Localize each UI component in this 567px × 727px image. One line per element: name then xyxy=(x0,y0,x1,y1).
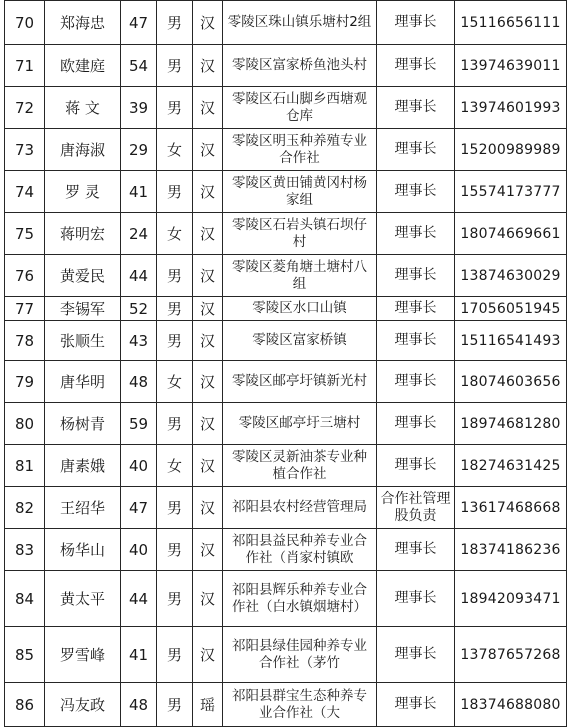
table-row xyxy=(5,255,567,297)
member-ethnicity: 汉 xyxy=(193,87,223,129)
member-phone: 18942093471 xyxy=(455,571,567,627)
member-age: 44 xyxy=(121,571,157,627)
member-position: 理事长 xyxy=(377,321,455,361)
member-address: 零陵区石山脚乡西塘观仓库 xyxy=(223,87,377,129)
member-phone: 18974681280 xyxy=(455,403,567,445)
member-position: 理事长 xyxy=(377,403,455,445)
member-age: 40 xyxy=(121,445,157,487)
member-ethnicity: 汉 xyxy=(193,529,223,571)
table-row xyxy=(5,129,567,171)
member-address: 零陵区珠山镇乐塘村2组 xyxy=(223,1,377,45)
row-number: 77 xyxy=(5,297,45,321)
table-row xyxy=(5,171,567,213)
member-position: 合作社管理股负责 xyxy=(377,487,455,529)
member-position: 理事长 xyxy=(377,571,455,627)
member-name: 蒋 文 xyxy=(45,87,121,129)
member-age: 40 xyxy=(121,529,157,571)
member-ethnicity: 瑶 xyxy=(193,683,223,727)
row-number: 70 xyxy=(5,1,45,45)
member-gender: 男 xyxy=(157,45,193,87)
member-ethnicity: 汉 xyxy=(193,445,223,487)
row-number: 73 xyxy=(5,129,45,171)
row-number: 79 xyxy=(5,361,45,403)
member-gender: 男 xyxy=(157,571,193,627)
member-name: 罗 灵 xyxy=(45,171,121,213)
row-number: 81 xyxy=(5,445,45,487)
member-phone: 15200989989 xyxy=(455,129,567,171)
member-name: 唐素娥 xyxy=(45,445,121,487)
member-gender: 男 xyxy=(157,683,193,727)
member-address: 零陵区富家桥镇 xyxy=(223,321,377,361)
member-gender: 男 xyxy=(157,171,193,213)
member-age: 59 xyxy=(121,403,157,445)
table-row xyxy=(5,361,567,403)
table-row xyxy=(5,1,567,45)
member-name: 罗雪峰 xyxy=(45,627,121,683)
row-number: 74 xyxy=(5,171,45,213)
member-ethnicity: 汉 xyxy=(193,571,223,627)
table-body xyxy=(5,1,567,727)
member-name: 王绍华 xyxy=(45,487,121,529)
member-phone: 15116541493 xyxy=(455,321,567,361)
member-age: 39 xyxy=(121,87,157,129)
table-row xyxy=(5,571,567,627)
member-position: 理事长 xyxy=(377,129,455,171)
member-ethnicity: 汉 xyxy=(193,1,223,45)
member-ethnicity: 汉 xyxy=(193,45,223,87)
member-gender: 男 xyxy=(157,255,193,297)
member-ethnicity: 汉 xyxy=(193,129,223,171)
row-number: 82 xyxy=(5,487,45,529)
member-address: 零陵区灵新油茶专业种植合作社 xyxy=(223,445,377,487)
member-age: 52 xyxy=(121,297,157,321)
row-number: 71 xyxy=(5,45,45,87)
member-age: 41 xyxy=(121,627,157,683)
member-address: 祁阳县农村经营管理局 xyxy=(223,487,377,529)
member-address: 祁阳县辉乐种养专业合作社（白水镇烟塘村） xyxy=(223,571,377,627)
member-phone: 13787657268 xyxy=(455,627,567,683)
table-row xyxy=(5,683,567,727)
member-name: 蒋明宏 xyxy=(45,213,121,255)
member-address: 零陵区水口山镇 xyxy=(223,297,377,321)
member-gender: 男 xyxy=(157,87,193,129)
row-number: 85 xyxy=(5,627,45,683)
member-address: 零陵区石岩头镇石坝仔村 xyxy=(223,213,377,255)
row-number: 80 xyxy=(5,403,45,445)
member-address: 零陵区邮亭圩三塘村 xyxy=(223,403,377,445)
member-address: 祁阳县益民种养专业合作社（肖家村镇欧 xyxy=(223,529,377,571)
member-position: 理事长 xyxy=(377,297,455,321)
member-position: 理事长 xyxy=(377,627,455,683)
member-name: 张顺生 xyxy=(45,321,121,361)
member-name: 郑海忠 xyxy=(45,1,121,45)
member-position: 理事长 xyxy=(377,361,455,403)
member-address: 零陵区富家桥鱼池头村 xyxy=(223,45,377,87)
member-position: 理事长 xyxy=(377,683,455,727)
member-position: 理事长 xyxy=(377,1,455,45)
member-gender: 女 xyxy=(157,445,193,487)
member-phone: 15116656111 xyxy=(455,1,567,45)
member-age: 48 xyxy=(121,683,157,727)
member-position: 理事长 xyxy=(377,445,455,487)
member-age: 43 xyxy=(121,321,157,361)
member-name: 杨树青 xyxy=(45,403,121,445)
member-name: 黄太平 xyxy=(45,571,121,627)
member-ethnicity: 汉 xyxy=(193,171,223,213)
member-phone: 18074603656 xyxy=(455,361,567,403)
row-number: 76 xyxy=(5,255,45,297)
member-phone: 13617468668 xyxy=(455,487,567,529)
member-gender: 女 xyxy=(157,129,193,171)
member-name: 李锡军 xyxy=(45,297,121,321)
member-age: 41 xyxy=(121,171,157,213)
table-row xyxy=(5,487,567,529)
member-phone: 18274631425 xyxy=(455,445,567,487)
member-gender: 女 xyxy=(157,213,193,255)
row-number: 75 xyxy=(5,213,45,255)
table-row xyxy=(5,445,567,487)
member-phone: 15574173777 xyxy=(455,171,567,213)
member-age: 47 xyxy=(121,1,157,45)
row-number: 78 xyxy=(5,321,45,361)
member-table xyxy=(4,0,567,727)
member-phone: 17056051945 xyxy=(455,297,567,321)
member-age: 54 xyxy=(121,45,157,87)
member-address: 祁阳县群宝生态种养专业合作社（大 xyxy=(223,683,377,727)
member-gender: 男 xyxy=(157,529,193,571)
member-gender: 男 xyxy=(157,321,193,361)
member-position: 理事长 xyxy=(377,529,455,571)
member-ethnicity: 汉 xyxy=(193,213,223,255)
member-ethnicity: 汉 xyxy=(193,487,223,529)
member-gender: 女 xyxy=(157,361,193,403)
member-address: 零陵区黄田铺黄冈村杨家组 xyxy=(223,171,377,213)
member-phone: 18374186236 xyxy=(455,529,567,571)
member-phone: 13874630029 xyxy=(455,255,567,297)
table-row xyxy=(5,213,567,255)
member-address: 零陵区邮亭圩镇新光村 xyxy=(223,361,377,403)
member-phone: 18074669661 xyxy=(455,213,567,255)
member-phone: 13974601993 xyxy=(455,87,567,129)
row-number: 84 xyxy=(5,571,45,627)
member-ethnicity: 汉 xyxy=(193,361,223,403)
member-name: 黄爱民 xyxy=(45,255,121,297)
row-number: 72 xyxy=(5,87,45,129)
table-row xyxy=(5,45,567,87)
member-name: 杨华山 xyxy=(45,529,121,571)
member-name: 唐海淑 xyxy=(45,129,121,171)
member-age: 24 xyxy=(121,213,157,255)
member-gender: 男 xyxy=(157,627,193,683)
member-ethnicity: 汉 xyxy=(193,255,223,297)
member-ethnicity: 汉 xyxy=(193,297,223,321)
member-address: 零陵区明玉种养殖专业合作社 xyxy=(223,129,377,171)
member-phone: 13974639011 xyxy=(455,45,567,87)
member-position: 理事长 xyxy=(377,171,455,213)
table-row xyxy=(5,627,567,683)
member-age: 29 xyxy=(121,129,157,171)
member-ethnicity: 汉 xyxy=(193,627,223,683)
member-name: 冯友政 xyxy=(45,683,121,727)
member-name: 唐华明 xyxy=(45,361,121,403)
member-name: 欧建庭 xyxy=(45,45,121,87)
table-row xyxy=(5,87,567,129)
member-position: 理事长 xyxy=(377,45,455,87)
row-number: 86 xyxy=(5,683,45,727)
member-ethnicity: 汉 xyxy=(193,403,223,445)
member-address: 零陵区菱角塘土塘村八组 xyxy=(223,255,377,297)
member-age: 44 xyxy=(121,255,157,297)
table-row xyxy=(5,297,567,321)
table-row xyxy=(5,403,567,445)
member-gender: 男 xyxy=(157,487,193,529)
row-number: 83 xyxy=(5,529,45,571)
member-position: 理事长 xyxy=(377,87,455,129)
member-age: 47 xyxy=(121,487,157,529)
member-position: 理事长 xyxy=(377,255,455,297)
table-row xyxy=(5,529,567,571)
member-gender: 男 xyxy=(157,403,193,445)
member-ethnicity: 汉 xyxy=(193,321,223,361)
member-gender: 男 xyxy=(157,1,193,45)
member-address: 祁阳县绿佳园种养专业合作社（茅竹 xyxy=(223,627,377,683)
table-row xyxy=(5,321,567,361)
member-age: 48 xyxy=(121,361,157,403)
member-position: 理事长 xyxy=(377,213,455,255)
member-phone: 18374688080 xyxy=(455,683,567,727)
member-gender: 男 xyxy=(157,297,193,321)
